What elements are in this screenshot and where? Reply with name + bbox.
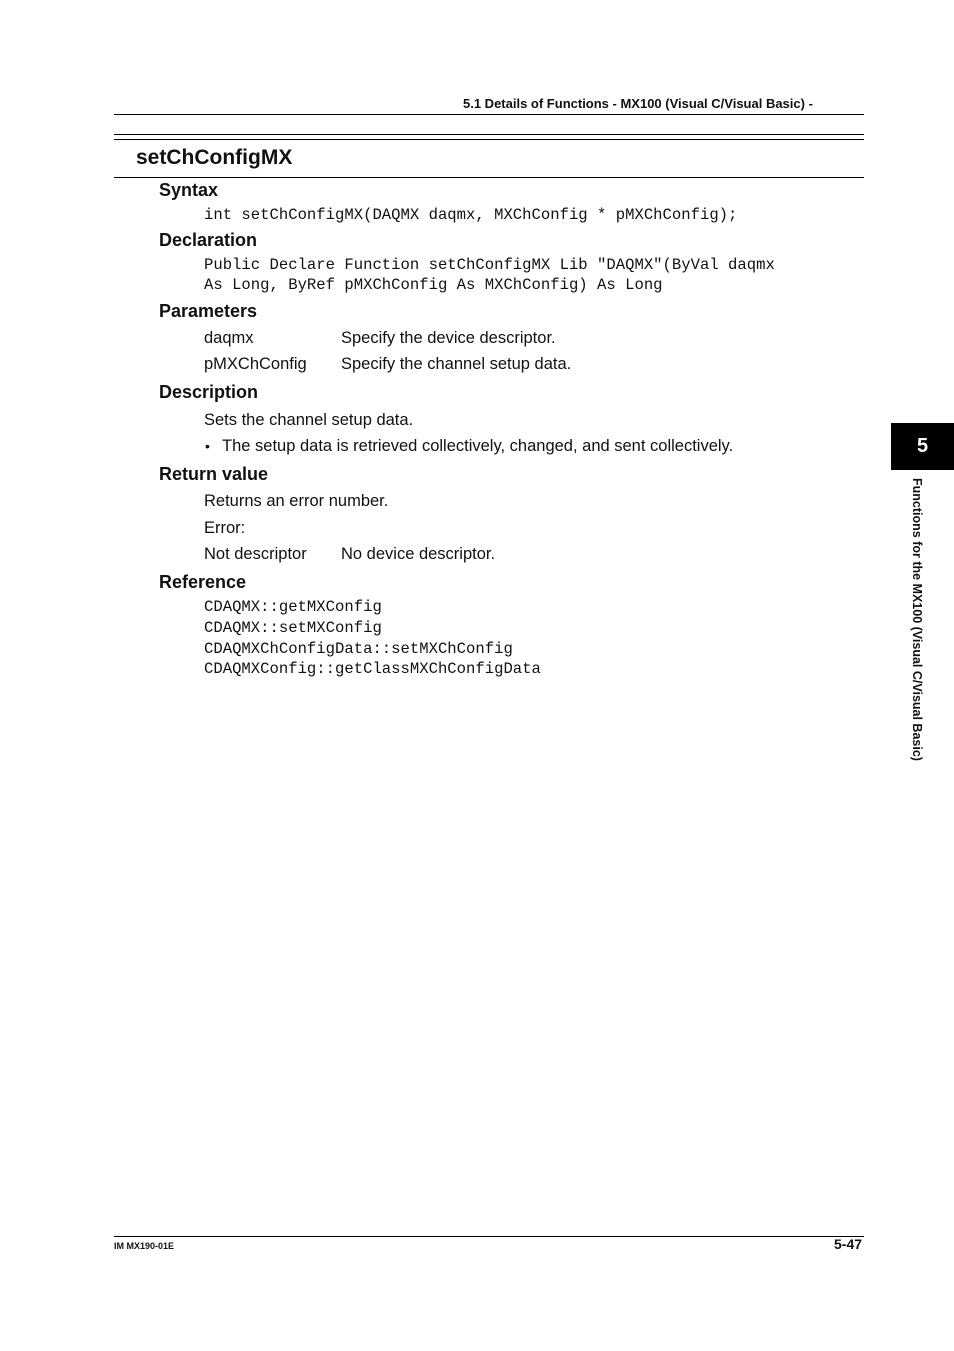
running-header: 5.1 Details of Functions - MX100 (Visual C/Visual Basic) - [463,96,813,111]
page-title: setChConfigMX [136,146,293,169]
return-value-text: Returns an error number. [204,492,389,510]
return-value-heading: Return value [159,464,269,484]
description-heading: Description [159,382,259,402]
title-rule-top-2 [114,139,864,140]
param-name-pmxchconfig: pMXChConfig [204,355,307,373]
reference-item: CDAQMX::setMXConfig [204,619,382,637]
param-name-daqmx: daqmx [204,329,254,347]
bullet-mark: • [205,438,210,454]
reference-item: CDAQMXConfig::getClassMXChConfigData [204,660,541,678]
declaration-code-line-2: As Long, ByRef pMXChConfig As MXChConfig) As Long [204,276,663,294]
chapter-side-title: Functions for the MX100 (Visual C/Visual Basic) [910,478,924,761]
footer-page-number: 5-47 [834,1236,863,1252]
error-desc: No device descriptor. [341,545,496,563]
reference-item: CDAQMXChConfigData::setMXChConfig [204,640,513,658]
header-rule [114,114,864,115]
footer-doc-id: IM MX190-01E [114,1241,175,1251]
title-rule-bottom [114,177,864,178]
description-text: Sets the channel setup data. [204,411,414,429]
chapter-number: 5 [916,435,929,457]
reference-heading: Reference [159,572,247,592]
syntax-heading: Syntax [159,180,219,200]
title-rule-top-1 [114,134,864,135]
declaration-heading: Declaration [159,230,258,250]
reference-item: CDAQMX::getMXConfig [204,598,382,616]
description-bullet: The setup data is retrieved collectively, changed, and sent collectively. [222,437,734,455]
chapter-tab [891,423,954,470]
declaration-code-line-1: Public Declare Function setChConfigMX Lib "DAQMX"(ByVal daqmx [204,256,775,274]
error-name: Not descriptor [204,545,307,563]
error-label: Error: [204,519,246,537]
syntax-code: int setChConfigMX(DAQMX daqmx, MXChConfig * pMXChConfig); [204,206,738,224]
param-desc-daqmx: Specify the device descriptor. [341,329,556,347]
parameters-heading: Parameters [159,301,258,321]
footer-rule [114,1236,864,1237]
param-desc-pmxchconfig: Specify the channel setup data. [341,355,572,373]
